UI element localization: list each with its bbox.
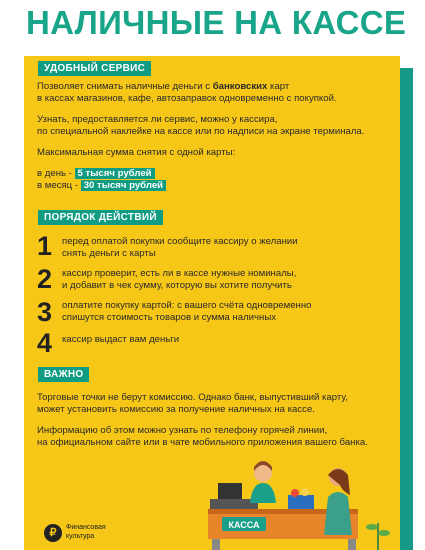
- step-text: кассир выдаст вам деньги: [62, 334, 180, 345]
- step-number: 1: [37, 231, 53, 261]
- step-number: 3: [37, 297, 53, 327]
- cashier-illustration: [200, 455, 400, 550]
- decorative-strip: [400, 68, 413, 550]
- service-paragraph-1: Позволяет снимать наличные деньги с банковских карт в кассах магазинов, кафе, автозаправок одновременно с покупкой.: [37, 81, 337, 104]
- step-text: перед оплатой покупки сообщите кассиру о желании снять деньги с карты: [62, 236, 298, 259]
- service-paragraph-3: Максимальная сумма снятия с одной карты:: [37, 147, 236, 158]
- section-tag-service: УДОБНЫЙ СЕРВИС: [38, 61, 151, 76]
- page-title: НАЛИЧНЫЕ НА КАССЕ: [26, 4, 407, 41]
- ruble-icon: ₽: [44, 524, 62, 542]
- kassa-label: КАССА: [228, 520, 260, 530]
- step-number: 2: [37, 264, 53, 294]
- service-paragraph-2: Узнать, предоставляется ли сервис, можно у кассира, по специальной наклейке на кассе или по надписи на экране терминала.: [37, 114, 365, 137]
- step-text: кассир проверит, есть ли в кассе нужные номиналы, и добавит в чек сумму, которую вы хотите получить: [62, 268, 297, 291]
- important-paragraph-1: Торговые точки не берут комиссию. Однако банк, выпустивший карту, может установить комиссию за получение наличных на кассе.: [37, 392, 348, 415]
- section-tag-important: ВАЖНО: [38, 367, 89, 382]
- limit-day-value: 5 тысяч рублей: [75, 168, 155, 179]
- limit-month-value: 30 тысяч рублей: [81, 180, 166, 191]
- important-paragraph-2: Информацию об этом можно узнать по телефону горячей линии, на официальном сайте или в чате мобильного приложения вашего банка.: [37, 425, 368, 448]
- step-text: оплатите покупку картой: с вашего счёта одновременно спишутся стоимость товаров и сумма наличных: [62, 300, 312, 323]
- step-number: 4: [37, 328, 53, 358]
- limit-month: в месяц - 30 тысяч рублей: [37, 180, 166, 192]
- logo-text: Финансовая культура: [66, 524, 106, 540]
- section-tag-steps: ПОРЯДОК ДЕЙСТВИЙ: [38, 210, 163, 225]
- limit-day: в день - 5 тысяч рублей: [37, 168, 155, 180]
